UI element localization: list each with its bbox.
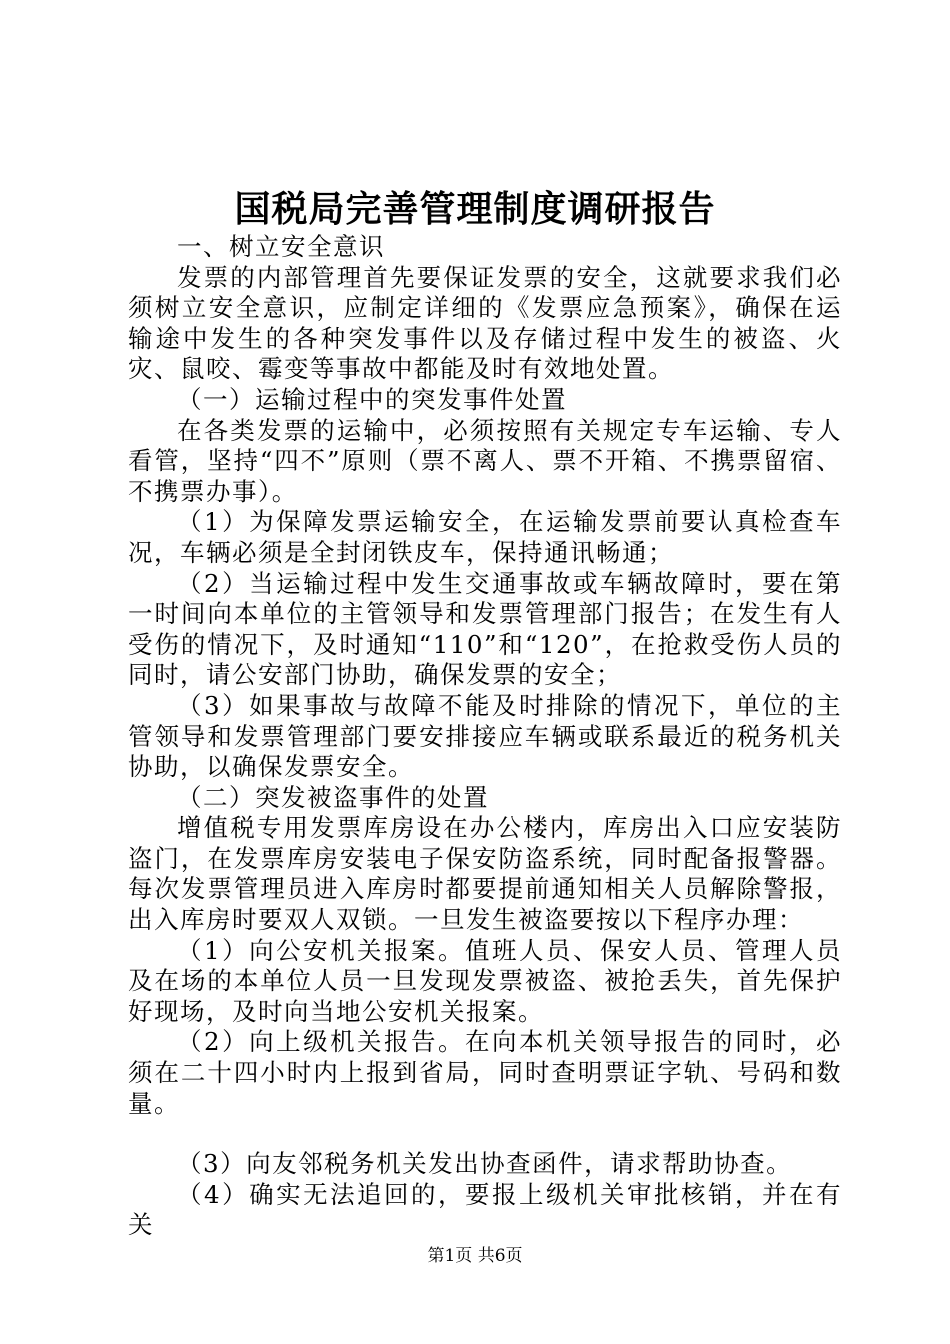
section-heading: 一、树立安全意识 (177, 232, 385, 261)
list-item: （2）当运输过程中发生交通事故或车辆故障时，要在第一时间向本单位的主管领导和发票管理部门报告；在发生有人受伤的情况下，及时通知“110”和“120”，在抢救受伤人员的同时，请公安部门协助，确保发票的安全； (128, 568, 842, 690)
paragraph: 在各类发票的运输中，必须按照有关规定专车运输、专人看管，坚持“四不”原则（票不离人、票不开箱、不携票留宿、不携票办事）。 (128, 415, 842, 506)
list-item: （1）为保障发票运输安全，在运输发票前要认真检查车况，车辆必须是全封闭铁皮车，保持通讯畅通； (128, 507, 842, 567)
paragraph: 发票的内部管理首先要保证发票的安全，这就要求我们必须树立安全意识，应制定详细的《发票应急预案》，确保在运输途中发生的各种突发事件以及存储过程中发生的被盗、火灾、鼠咬、霉变等事故中都能及时有效地处置。 (128, 262, 842, 384)
list-item: （3）如果事故与故障不能及时排除的情况下，单位的主管领导和发票管理部门要安排接应车辆或联系最近的税务机关协助，以确保发票安全。 (128, 690, 842, 782)
subsection-heading: （二）突发被盗事件的处置 (177, 782, 489, 812)
page-number-footer: 第1页 共6页 (427, 1246, 523, 1266)
paragraph: 增值税专用发票库房设在办公楼内，库房出入口应安装防盗门，在发票库房安装电子保安防盗系统，同时配备报警器。每次发票管理员进入库房时都要提前通知相关人员解除警报，出入库房时要双人双锁。一旦发生被盗要按以下程序办理： (128, 813, 842, 935)
subsection-heading: （一）运输过程中的突发事件处置 (177, 384, 567, 414)
document-title: 国税局完善管理制度调研报告 (234, 188, 716, 230)
list-item: （4）确实无法追回的，要报上级机关审批核销，并在有关 (128, 1179, 842, 1240)
document-body (128, 232, 842, 1241)
list-item: （2）向上级机关报告。在向本机关领导报告的同时，必须在二十四小时内上报到省局，同时查明票证字轨、号码和数量。 (128, 1027, 842, 1118)
list-item: （3）向友邻税务机关发出协查函件，请求帮助协查。 (177, 1149, 793, 1179)
list-item: （1）向公安机关报案。值班人员、保安人员、管理人员及在场的本单位人员一旦发现发票被盗、被抢丢失，首先保护好现场，及时向当地公安机关报案。 (128, 935, 842, 1026)
